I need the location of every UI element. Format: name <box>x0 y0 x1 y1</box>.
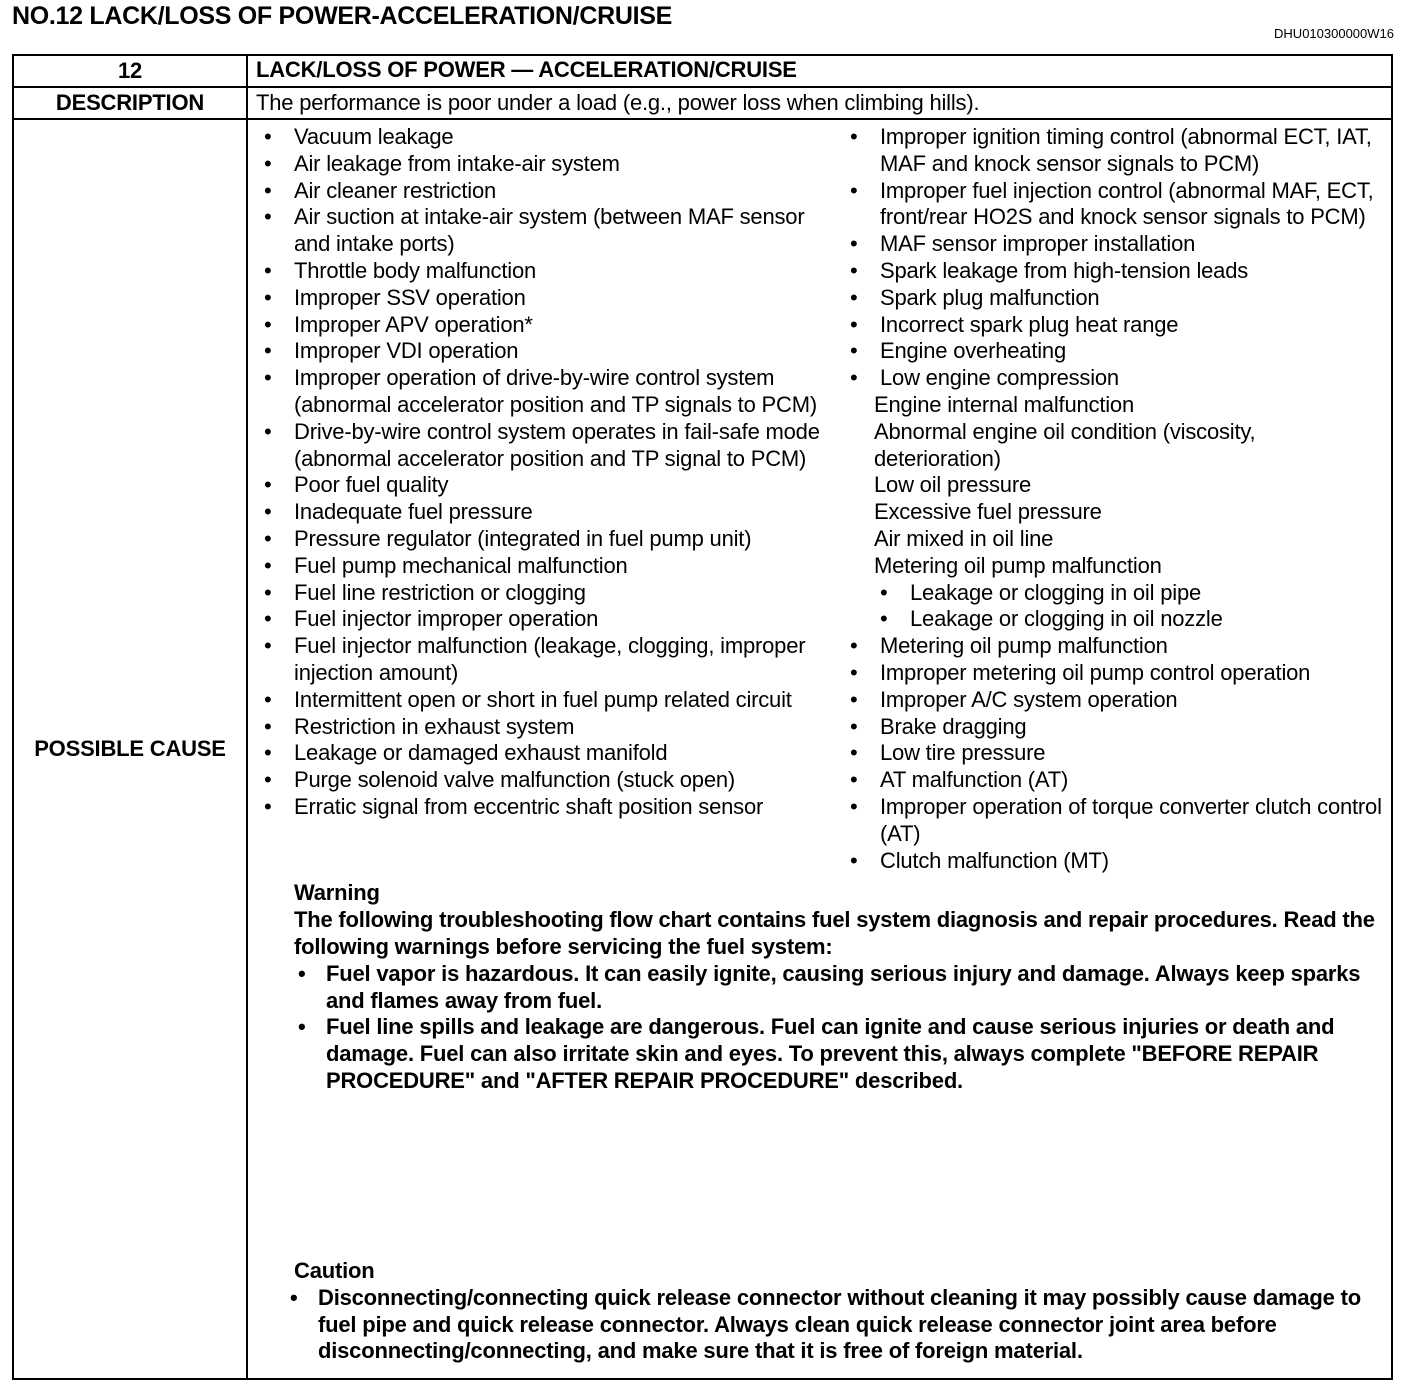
cause-item: • Improper SSV operation <box>256 285 842 312</box>
cause-item: • Air suction at intake-air system (between MAF sensor and intake ports) <box>256 204 842 258</box>
sub-sub-cause-item: • Leakage or clogging in oil nozzle <box>842 606 1382 633</box>
document-code: DHU010300000W16 <box>1274 26 1394 41</box>
page-title: NO.12 LACK/LOSS OF POWER-ACCELERATION/CRUISE <box>12 2 672 30</box>
cause-item: • Improper ignition timing control (abnormal ECT, IAT, MAF and knock sensor signals to PCM) <box>842 124 1382 178</box>
sub-cause-item <box>842 419 1382 473</box>
cause-item: • Low engine compression <box>842 365 1382 392</box>
cause-item: • Spark plug malfunction <box>842 285 1382 312</box>
possible-cause-body <box>247 119 1392 1379</box>
description-label: DESCRIPTION <box>13 87 247 119</box>
symptom-heading: LACK/LOSS OF POWER — ACCELERATION/CRUISE <box>247 55 1392 87</box>
cause-item: • AT malfunction (AT) <box>842 767 1382 794</box>
cause-item: • Air cleaner restriction <box>256 178 842 205</box>
left-cause-list <box>256 124 842 821</box>
caution-item: • Disconnecting/connecting quick release connector without cleaning it may possibly cause damage to fuel pipe and quick release connector. Always clean quick release connector joint area before disconnecting/connecting, and make sure that it is free of foreign material. <box>294 1285 1384 1365</box>
sub-cause-text: Excessive fuel pressure <box>874 499 1102 525</box>
cause-item: • Pressure regulator (integrated in fuel pump unit) <box>256 526 842 553</box>
sub-cause-item <box>842 472 1382 499</box>
cause-item: • Engine overheating <box>842 338 1382 365</box>
sub-cause-item <box>842 553 1382 580</box>
caution-title: Caution <box>294 1258 375 1283</box>
sub-cause-item <box>842 499 1382 526</box>
cause-item: • Throttle body malfunction <box>256 258 842 285</box>
cause-item: • MAF sensor improper installation <box>842 231 1382 258</box>
cause-item: • Fuel pump mechanical malfunction <box>256 553 842 580</box>
cause-item: • Incorrect spark plug heat range <box>842 312 1382 339</box>
caution-block <box>294 1258 1384 1365</box>
warning-item: • Fuel vapor is hazardous. It can easily ignite, causing serious injury and damage. Always keep sparks and flames away from fuel. <box>294 961 1383 1015</box>
warning-intro: The following troubleshooting flow chart contains fuel system diagnosis and repair procedures. Read the following warnings before servicing the fuel system: <box>294 907 1375 959</box>
possible-cause-row <box>13 119 1392 1379</box>
cause-item: • Low tire pressure <box>842 740 1382 767</box>
cause-item: • Improper metering oil pump control operation <box>842 660 1382 687</box>
cause-item: • Fuel injector improper operation <box>256 606 842 633</box>
cause-item: • Fuel injector malfunction (leakage, clogging, improper injection amount) <box>256 633 842 687</box>
header-row <box>13 55 1392 87</box>
description-text: The performance is poor under a load (e.g., power loss when climbing hills). <box>247 87 1392 119</box>
cause-item: • Vacuum leakage <box>256 124 842 151</box>
cause-item: • Fuel line restriction or clogging <box>256 580 842 607</box>
cause-item: • Improper operation of torque converter clutch control (AT) <box>842 794 1382 848</box>
possible-cause-label: POSSIBLE CAUSE <box>13 119 247 1379</box>
sub-cause-item <box>842 392 1382 419</box>
warning-title: Warning <box>294 880 380 906</box>
cause-item: • Air leakage from intake-air system <box>256 151 842 178</box>
cause-item: • Purge solenoid valve malfunction (stuck open) <box>256 767 842 794</box>
cause-item: • Brake dragging <box>842 714 1382 741</box>
cause-item: • Metering oil pump malfunction <box>842 633 1382 660</box>
cause-item: • Clutch malfunction (MT) <box>842 848 1382 875</box>
cause-item: • Improper VDI operation <box>256 338 842 365</box>
cause-item: • Intermittent open or short in fuel pump related circuit <box>256 687 842 714</box>
cause-item: • Drive-by-wire control system operates in fail-safe mode (abnormal accelerator position and TP signal to PCM) <box>256 419 842 473</box>
cause-item: • Inadequate fuel pressure <box>256 499 842 526</box>
warning-block <box>294 880 1383 1094</box>
symptom-number: 12 <box>13 55 247 87</box>
sub-cause-text: Air mixed in oil line <box>874 525 1054 551</box>
sub-cause-item <box>842 526 1382 553</box>
sub-cause-text: Engine internal malfunction <box>874 391 1134 417</box>
troubleshooting-table <box>12 54 1393 1380</box>
cause-item: • Improper A/C system operation <box>842 687 1382 714</box>
cause-item: • Erratic signal from eccentric shaft position sensor <box>256 794 842 821</box>
cause-item: • Spark leakage from high-tension leads <box>842 258 1382 285</box>
warning-item: • Fuel line spills and leakage are dangerous. Fuel can ignite and cause serious injuries or death and damage. Fuel can also irritate skin and eyes. To prevent this, always complete "BEFORE REPAIR PROCEDURE" and "AFTER REPAIR PROCEDURE" described. <box>294 1014 1383 1094</box>
right-cause-list <box>842 124 1382 874</box>
sub-cause-text: Abnormal engine oil condition (viscosity, deterioration) <box>874 418 1256 471</box>
description-row <box>13 87 1392 119</box>
sub-cause-text: Low oil pressure <box>874 472 1031 498</box>
cause-item: • Poor fuel quality <box>256 472 842 499</box>
cause-item: • Restriction in exhaust system <box>256 714 842 741</box>
cause-item: • Improper APV operation* <box>256 312 842 339</box>
cause-item: • Leakage or damaged exhaust manifold <box>256 740 842 767</box>
cause-item: • Improper fuel injection control (abnormal MAF, ECT, front/rear HO2S and knock sensor signals to PCM) <box>842 178 1382 232</box>
sub-sub-cause-item: • Leakage or clogging in oil pipe <box>842 580 1382 607</box>
cause-item: • Improper operation of drive-by-wire control system (abnormal accelerator position and TP signals to PCM) <box>256 365 842 419</box>
sub-cause-text: Metering oil pump malfunction <box>874 552 1162 578</box>
